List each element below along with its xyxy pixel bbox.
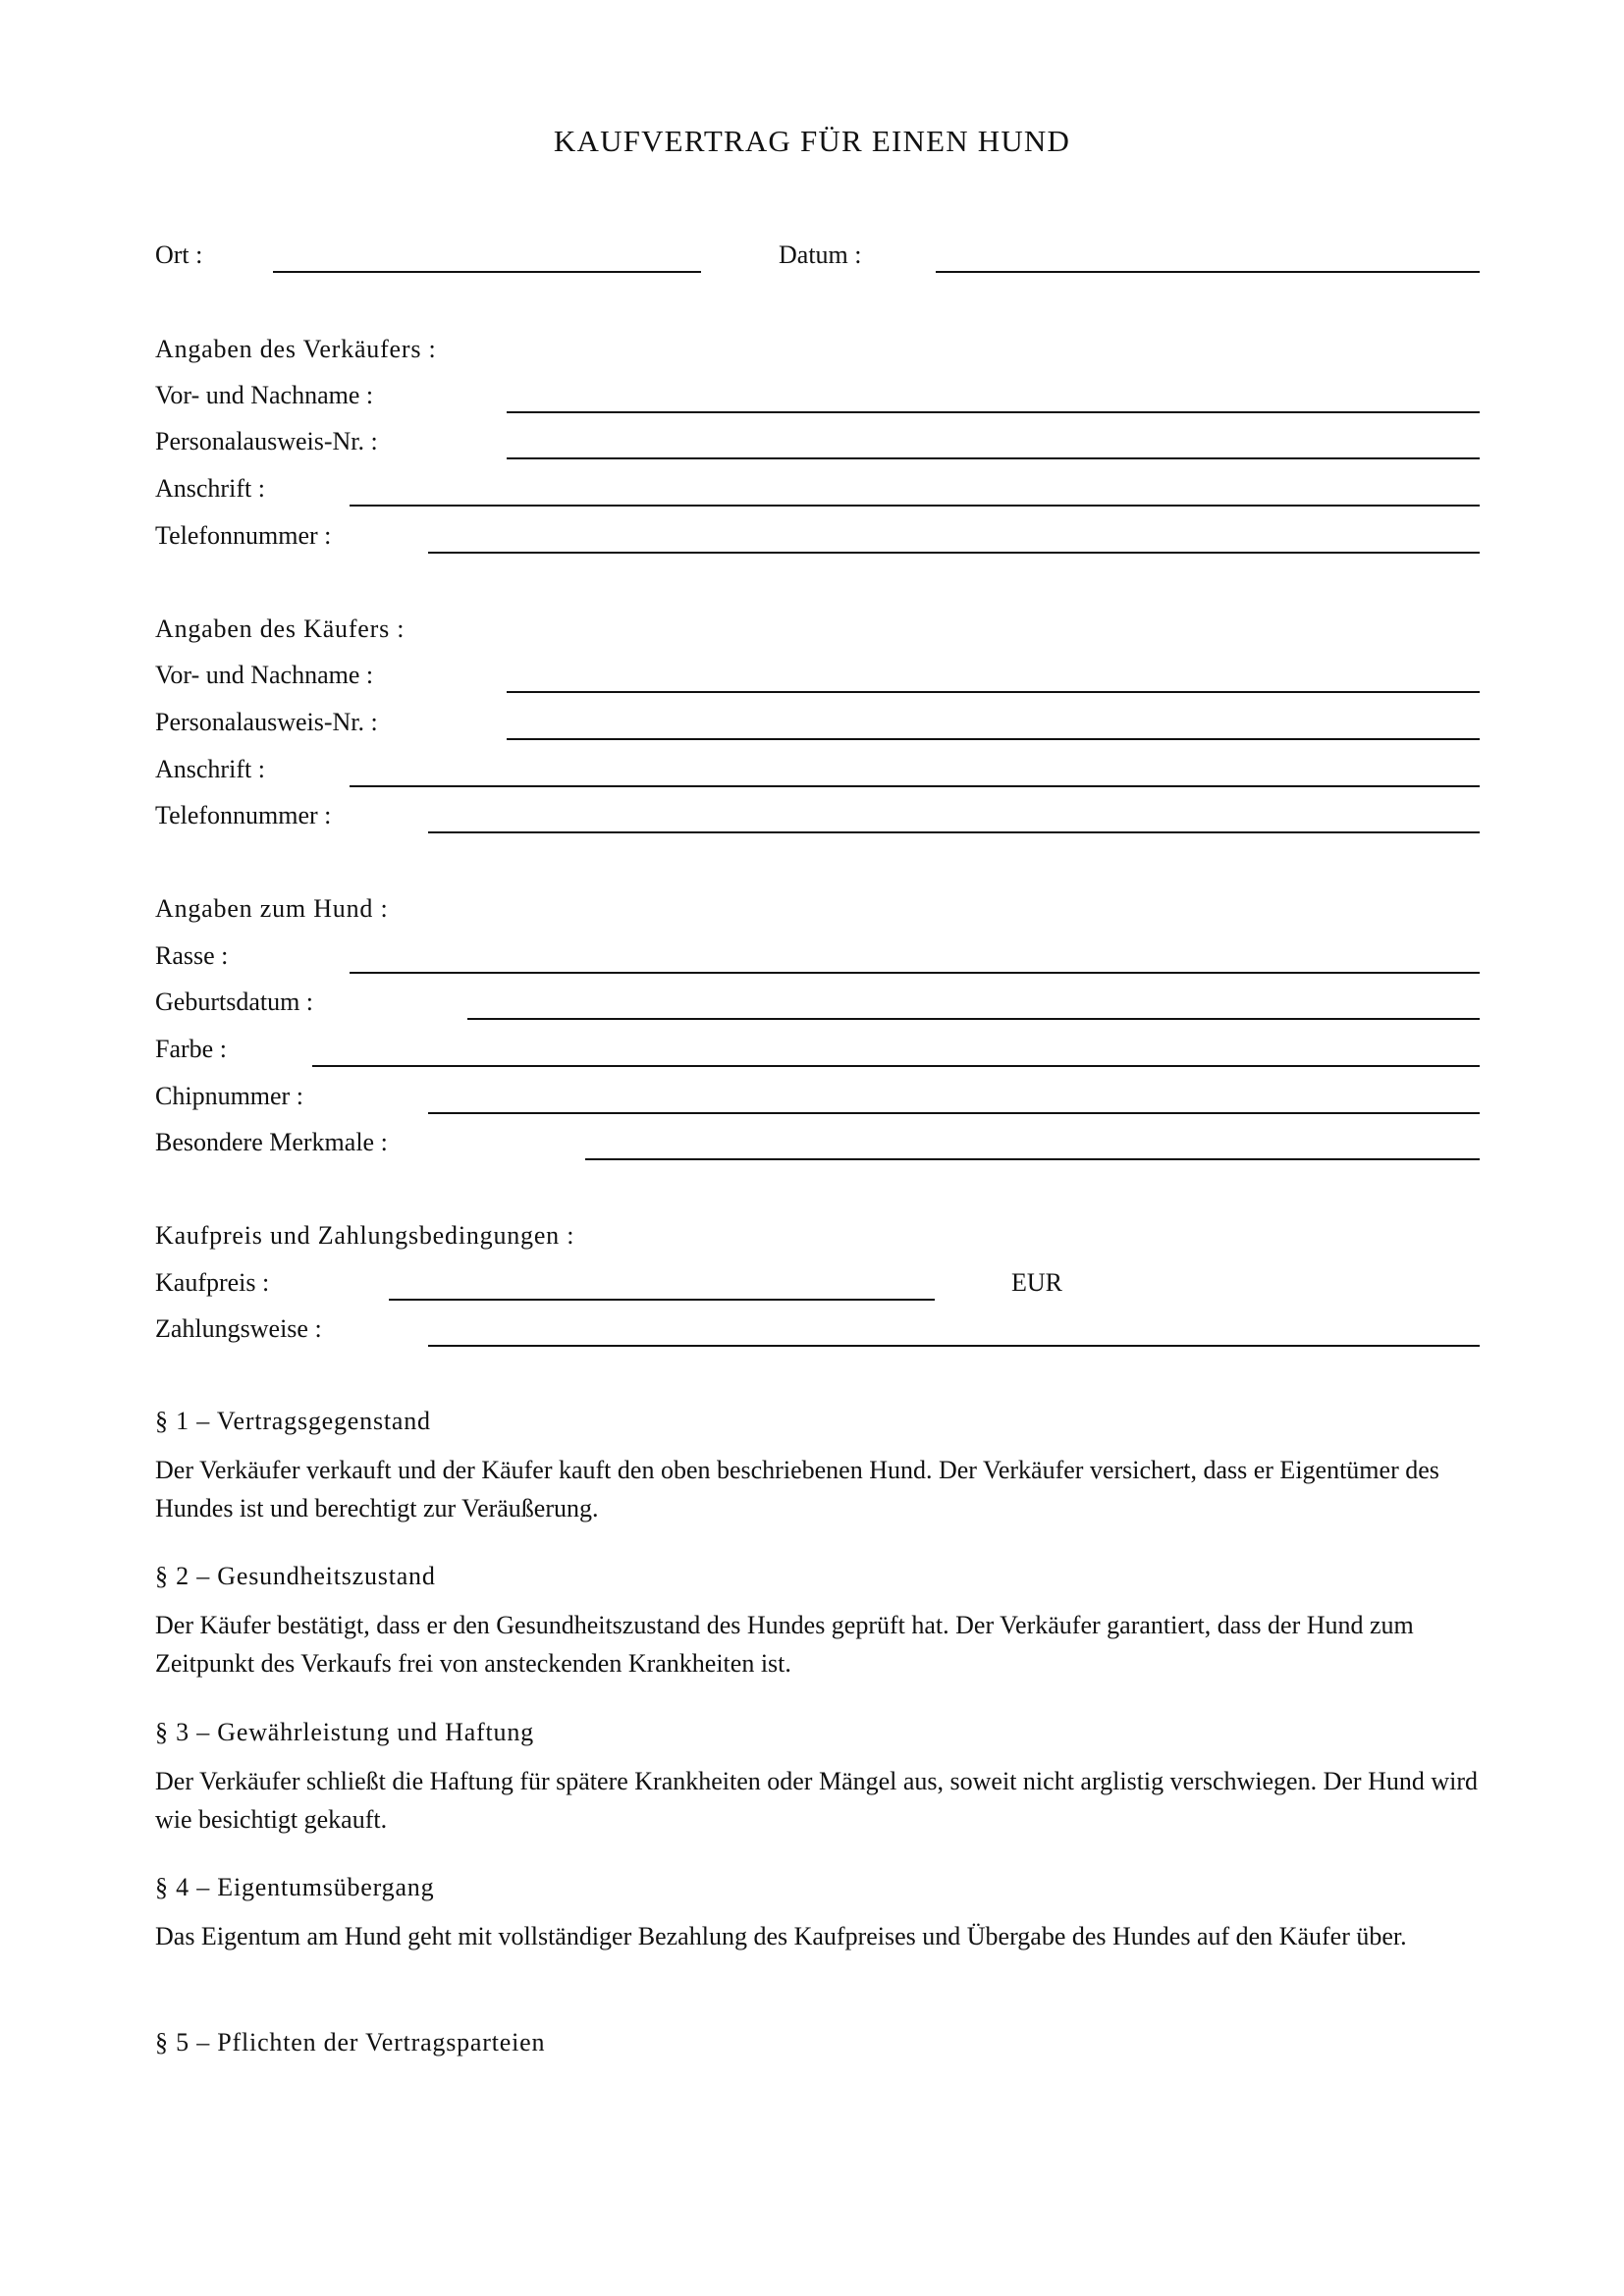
section-3-heading: § 3 – Gewährleistung und Haftung bbox=[155, 1718, 534, 1746]
dog-chip-label: Chipnummer : bbox=[155, 1082, 303, 1110]
dog-heading: Angaben zum Hund : bbox=[155, 894, 389, 923]
payment-heading: Kaufpreis und Zahlungsbedingungen : bbox=[155, 1221, 575, 1250]
price-field[interactable] bbox=[389, 1299, 935, 1301]
document-title: KAUFVERTRAG FÜR EINEN HUND bbox=[553, 124, 1071, 158]
dog-color-label: Farbe : bbox=[155, 1035, 227, 1063]
seller-phone-field[interactable] bbox=[428, 552, 1480, 554]
seller-name-label: Vor- und Nachname : bbox=[155, 381, 374, 409]
currency-label: EUR bbox=[1011, 1268, 1062, 1297]
dog-features-label: Besondere Merkmale : bbox=[155, 1128, 388, 1156]
section-5-heading: § 5 – Pflichten der Vertragsparteien bbox=[155, 2028, 546, 2056]
dog-color-field[interactable] bbox=[312, 1065, 1480, 1067]
section-2-text: Der Käufer bestätigt, dass er den Gesundheitszustand des Hundes geprüft hat. Der Verkäufer garantiert, dass der Hund zum Zeitpunkt des Verkaufs frei von ansteckenden Krankheiten ist. bbox=[155, 1611, 1414, 1678]
buyer-phone-label: Telefonnummer : bbox=[155, 801, 332, 829]
seller-id-label: Personalausweis-Nr. : bbox=[155, 427, 378, 455]
seller-id-field[interactable] bbox=[507, 457, 1480, 459]
dog-breed-label: Rasse : bbox=[155, 941, 229, 970]
dog-chip-field[interactable] bbox=[428, 1112, 1480, 1114]
buyer-id-field[interactable] bbox=[507, 738, 1480, 740]
section-4-heading: § 4 – Eigentumsübergang bbox=[155, 1873, 435, 1901]
section-2-heading: § 2 – Gesundheitszustand bbox=[155, 1562, 436, 1590]
ort-label: Ort : bbox=[155, 240, 203, 269]
seller-address-label: Anschrift : bbox=[155, 474, 265, 503]
seller-phone-label: Telefonnummer : bbox=[155, 521, 332, 550]
buyer-address-field[interactable] bbox=[350, 785, 1480, 787]
section-1-heading: § 1 – Vertragsgegenstand bbox=[155, 1407, 431, 1435]
buyer-address-label: Anschrift : bbox=[155, 755, 265, 783]
buyer-id-label: Personalausweis-Nr. : bbox=[155, 708, 378, 736]
section-1-text: Der Verkäufer verkauft und der Käufer kauft den oben beschriebenen Hund. Der Verkäufer versichert, dass er Eigentümer des Hundes ist und berechtigt zur Veräußerung. bbox=[155, 1456, 1439, 1522]
buyer-phone-field[interactable] bbox=[428, 831, 1480, 833]
payment-method-field[interactable] bbox=[428, 1345, 1480, 1347]
buyer-name-label: Vor- und Nachname : bbox=[155, 661, 374, 689]
price-label: Kaufpreis : bbox=[155, 1268, 270, 1297]
payment-method-label: Zahlungsweise : bbox=[155, 1314, 322, 1343]
section-3-text: Der Verkäufer schließt die Haftung für spätere Krankheiten oder Mängel aus, soweit nicht arglistig verschwiegen. Der Hund wird wie besichtigt gekauft. bbox=[155, 1767, 1478, 1834]
buyer-name-field[interactable] bbox=[507, 691, 1480, 693]
seller-name-field[interactable] bbox=[507, 411, 1480, 413]
dog-birthdate-field[interactable] bbox=[467, 1018, 1480, 1020]
section-4-text: Das Eigentum am Hund geht mit vollständiger Bezahlung des Kaufpreises und Übergabe des Hundes auf den Käufer über. bbox=[155, 1922, 1407, 1950]
datum-label: Datum : bbox=[779, 240, 862, 269]
seller-heading: Angaben des Verkäufers : bbox=[155, 335, 437, 363]
seller-address-field[interactable] bbox=[350, 505, 1480, 507]
dog-breed-field[interactable] bbox=[350, 972, 1480, 974]
ort-field[interactable] bbox=[273, 271, 701, 273]
datum-field[interactable] bbox=[936, 271, 1480, 273]
dog-birthdate-label: Geburtsdatum : bbox=[155, 988, 314, 1016]
dog-features-field[interactable] bbox=[585, 1158, 1480, 1160]
buyer-heading: Angaben des Käufers : bbox=[155, 614, 406, 643]
